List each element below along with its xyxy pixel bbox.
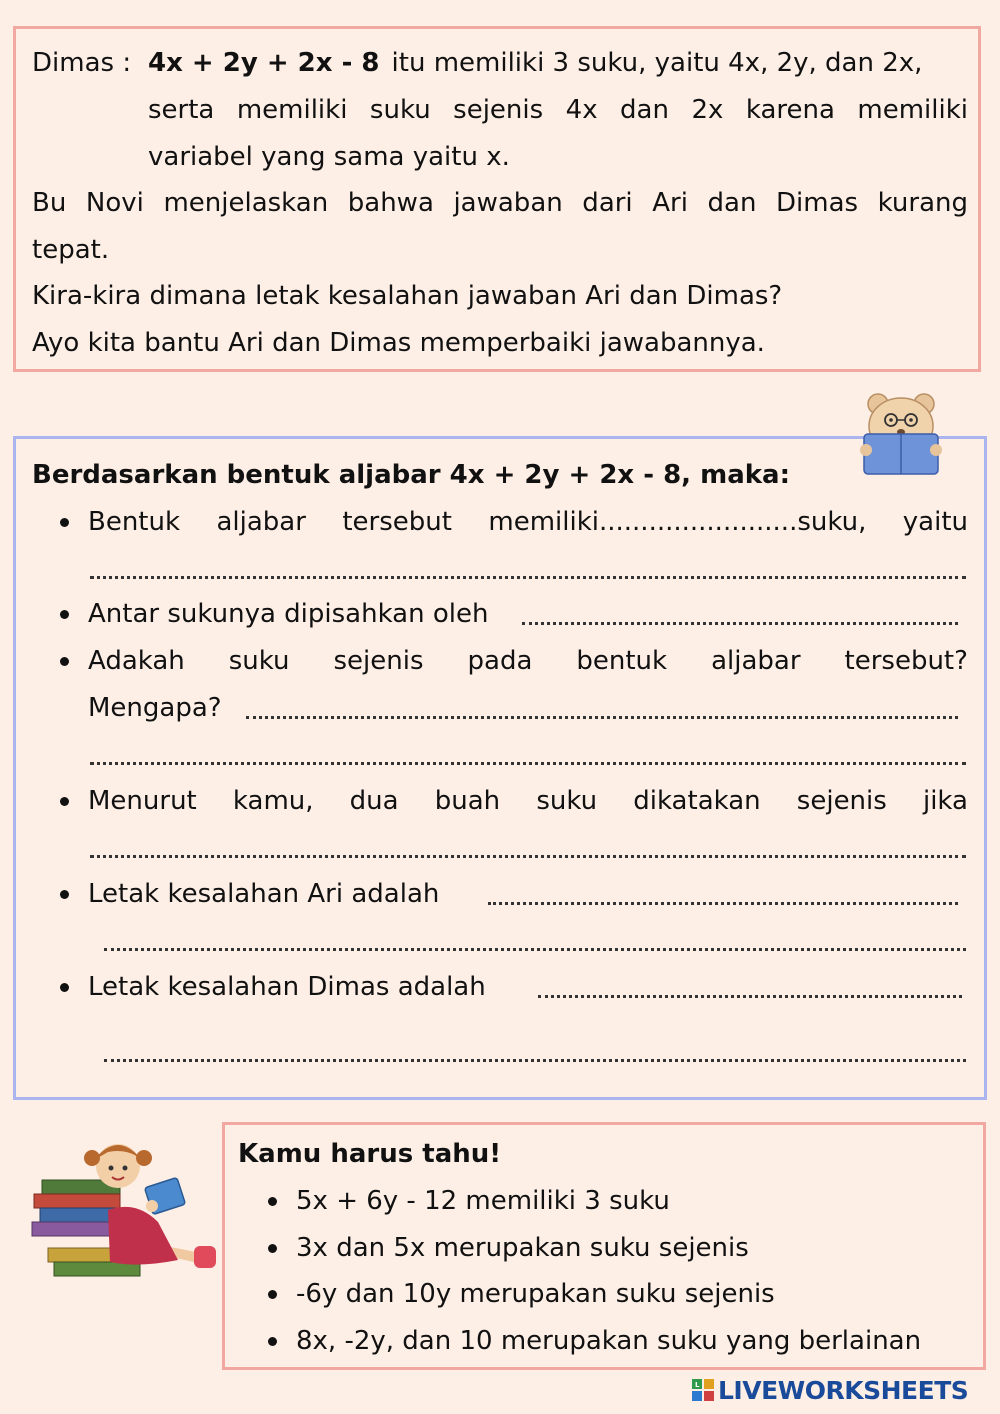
logo-mark-letter: L [695,1381,699,1389]
question-6: Letak kesalahan Dimas adalah [88,972,486,1002]
q3-word: bentuk [576,646,668,676]
answer-line-4[interactable] [90,855,966,858]
q1-word: Bentuk [88,507,181,537]
bullet [268,1337,277,1346]
answer-line-2[interactable] [522,622,958,625]
task-heading: Berdasarkan bentuk aljabar 4x + 2y + 2x - 8, maka: [32,460,790,490]
intro-line-1-text: itu memiliki 3 suku, yaitu 4x, 2y, dan 2x, [391,48,923,78]
intro-line-1-rest [392,47,968,79]
bullet [60,518,69,527]
intro-line-4: Bu Novi menjelaskan bahwa jawaban dari Ari dan Dimas kurang [32,188,968,218]
q3-word: suku [228,646,290,676]
info-item-3: -6y dan 10y merupakan suku sejenis [296,1279,775,1309]
q4-word: buah [434,786,501,816]
bullet [60,890,69,899]
question-3 [88,645,968,677]
q3-word: Adakah [88,646,185,676]
answer-line-6a[interactable] [538,995,962,998]
q4-word: jika [922,786,968,816]
q4-word: dua [349,786,399,816]
bullet [60,657,69,666]
q1-word: aljabar [216,507,306,537]
q4-word: sejenis [796,786,887,816]
q4-word: dikatakan [633,786,761,816]
q3-word: tersebut? [844,646,968,676]
question-3-line-2: Mengapa? [88,693,222,723]
speaker-label: Dimas : [32,48,132,78]
answer-line-5b[interactable] [104,948,966,951]
bullet [60,610,69,619]
intro-line-3: variabel yang sama yaitu x. [148,142,510,172]
girl-reading-icon [28,1130,224,1290]
q1-word: yaitu [902,507,968,537]
bullet [60,797,69,806]
bullet [60,983,69,992]
intro-line-1 [148,47,968,79]
liveworksheets-logo-icon [692,1379,714,1401]
q4-word: Menurut [88,786,197,816]
answer-line-3a[interactable] [246,716,958,719]
q3-word: sejenis [333,646,424,676]
logo-text: LIVEWORKSHEETS [718,1375,969,1405]
question-1 [88,506,968,538]
bullet [268,1244,277,1253]
q3-word: aljabar [711,646,801,676]
answer-line-3b[interactable] [90,762,966,765]
question-4 [88,785,968,817]
answer-line-5a[interactable] [488,902,958,905]
info-item-4: 8x, -2y, dan 10 merupakan suku yang berlainan [296,1326,922,1356]
intro-line-7: Ayo kita bantu Ari dan Dimas memperbaiki jawabannya. [32,328,765,358]
q4-word: kamu, [232,786,314,816]
bullet [268,1290,277,1299]
bullet [268,1197,277,1206]
question-2: Antar sukunya dipisahkan oleh [88,599,489,629]
intro-line-5: tepat. [32,235,110,265]
info-heading: Kamu harus tahu! [238,1139,502,1169]
question-5: Letak kesalahan Ari adalah [88,879,440,909]
info-item-1: 5x + 6y - 12 memiliki 3 suku [296,1186,670,1216]
intro-line-2: serta memiliki suku sejenis 4x dan 2x karena memiliki [148,95,968,125]
answer-line-6b[interactable] [104,1059,966,1062]
q1-word: tersebut [342,507,452,537]
answer-line-1[interactable] [90,576,966,579]
bear-reading-icon [856,390,946,480]
liveworksheets-logo[interactable] [692,1374,988,1406]
q1-word: memiliki........................suku, [488,507,867,537]
info-item-2: 3x dan 5x merupakan suku sejenis [296,1233,749,1263]
q4-word: suku [536,786,598,816]
intro-expression: 4x + 2y + 2x - 8 [148,48,380,78]
q3-word: pada [467,646,533,676]
intro-line-6: Kira-kira dimana letak kesalahan jawaban Ari dan Dimas? [32,281,783,311]
